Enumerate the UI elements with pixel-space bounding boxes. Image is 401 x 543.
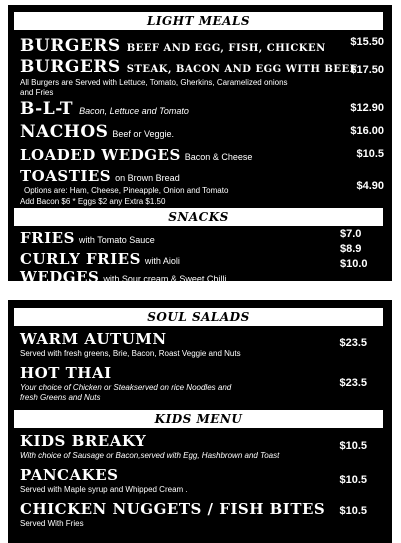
menu-item [20, 146, 380, 164]
menu-item [20, 466, 380, 495]
item-price: $12.90 [350, 102, 384, 114]
item-desc: Add Bacon $6 * Eggs $2 any Extra $1.50 [20, 197, 166, 206]
item-name: BURGERS [20, 57, 121, 77]
item-sub: Bacon & Cheese [184, 152, 253, 162]
item-name: CHICKEN NUGGETS / FISH BITES [20, 500, 326, 518]
menu-item [20, 364, 380, 403]
snack-prices [340, 227, 368, 272]
item-desc: Served With Fries [20, 519, 84, 528]
item-desc: With choice of Sausage or Bacon,served with Egg, Hashbrown and Toast [20, 451, 280, 460]
item-sub: with Tomato Sauce [78, 235, 155, 245]
item-price: $10.5 [339, 440, 367, 452]
item-price: $4.90 [356, 180, 384, 192]
item-name: HOT THAI [20, 364, 112, 382]
item-sub: on Brown Bread [115, 173, 180, 183]
menu-item [20, 36, 380, 56]
item-name: WARM AUTUMN [20, 330, 167, 348]
soul-salads-header: SOUL SALADS [12, 306, 385, 328]
item-price: $23.5 [339, 337, 367, 349]
menu-item [20, 330, 380, 359]
item-sub: Beef or Veggie. [112, 129, 174, 139]
item-sub: with Aioli [144, 256, 180, 266]
item-desc: Served with Maple syrup and Whipped Cream . [20, 485, 188, 494]
item-price: $15.50 [350, 36, 384, 48]
item-name: PANCAKES [20, 466, 119, 484]
item-desc: Options are: Ham, Cheese, Pineapple, Onion and Tomato [24, 186, 229, 195]
item-name: BURGERS [20, 36, 121, 56]
item-name: TOASTIES [20, 167, 112, 185]
menu-item [20, 122, 380, 142]
item-price: $10.5 [356, 148, 384, 160]
snack-list [20, 229, 380, 289]
menu-item [20, 167, 380, 207]
item-price: $10.0 [340, 258, 368, 270]
item-price: $17.50 [350, 64, 384, 76]
snacks-header: SNACKS [12, 206, 385, 228]
menu-item [20, 57, 380, 98]
item-sub: STEAK, BACON AND EGG WITH BEEF [126, 64, 358, 75]
menu-item [20, 432, 380, 461]
item-name: B-L-T [20, 99, 74, 119]
item-name: KIDS BREAKY [20, 432, 147, 450]
kids-menu-header: KIDS MENU [12, 408, 385, 430]
item-desc: All Burgers are Served with Lettuce, Tomato, Gherkins, Caramelized onions and Fries [20, 78, 288, 97]
item-name: WEDGES [20, 268, 100, 286]
menu-item [20, 500, 380, 529]
item-sub: BEEF AND EGG, FISH, CHICKEN [126, 43, 326, 54]
item-name: LOADED WEDGES [20, 146, 181, 164]
item-name: CURLY FRIES [20, 250, 141, 268]
item-price: $10.5 [339, 505, 367, 517]
item-price: $7.0 [340, 228, 362, 240]
item-sub: Bacon, Lettuce and Tomato [79, 106, 189, 116]
menu-item [20, 99, 380, 119]
item-name: NACHOS [20, 122, 109, 142]
item-desc: Served with fresh greens, Brie, Bacon, Roast Veggie and Nuts [20, 349, 241, 358]
item-name: FRIES [20, 229, 75, 247]
item-price: $10.5 [339, 474, 367, 486]
item-sub: with Sour cream & Sweet Chilli [103, 274, 227, 284]
item-price: $23.5 [339, 377, 367, 389]
item-desc: Your choice of Chicken or Steakserved on rice Noodles and fresh Greens and Nuts [20, 383, 232, 402]
item-price: $16.00 [350, 125, 384, 137]
light-meals-header: LIGHT MEALS [12, 10, 385, 32]
item-price: $8.9 [340, 243, 362, 255]
